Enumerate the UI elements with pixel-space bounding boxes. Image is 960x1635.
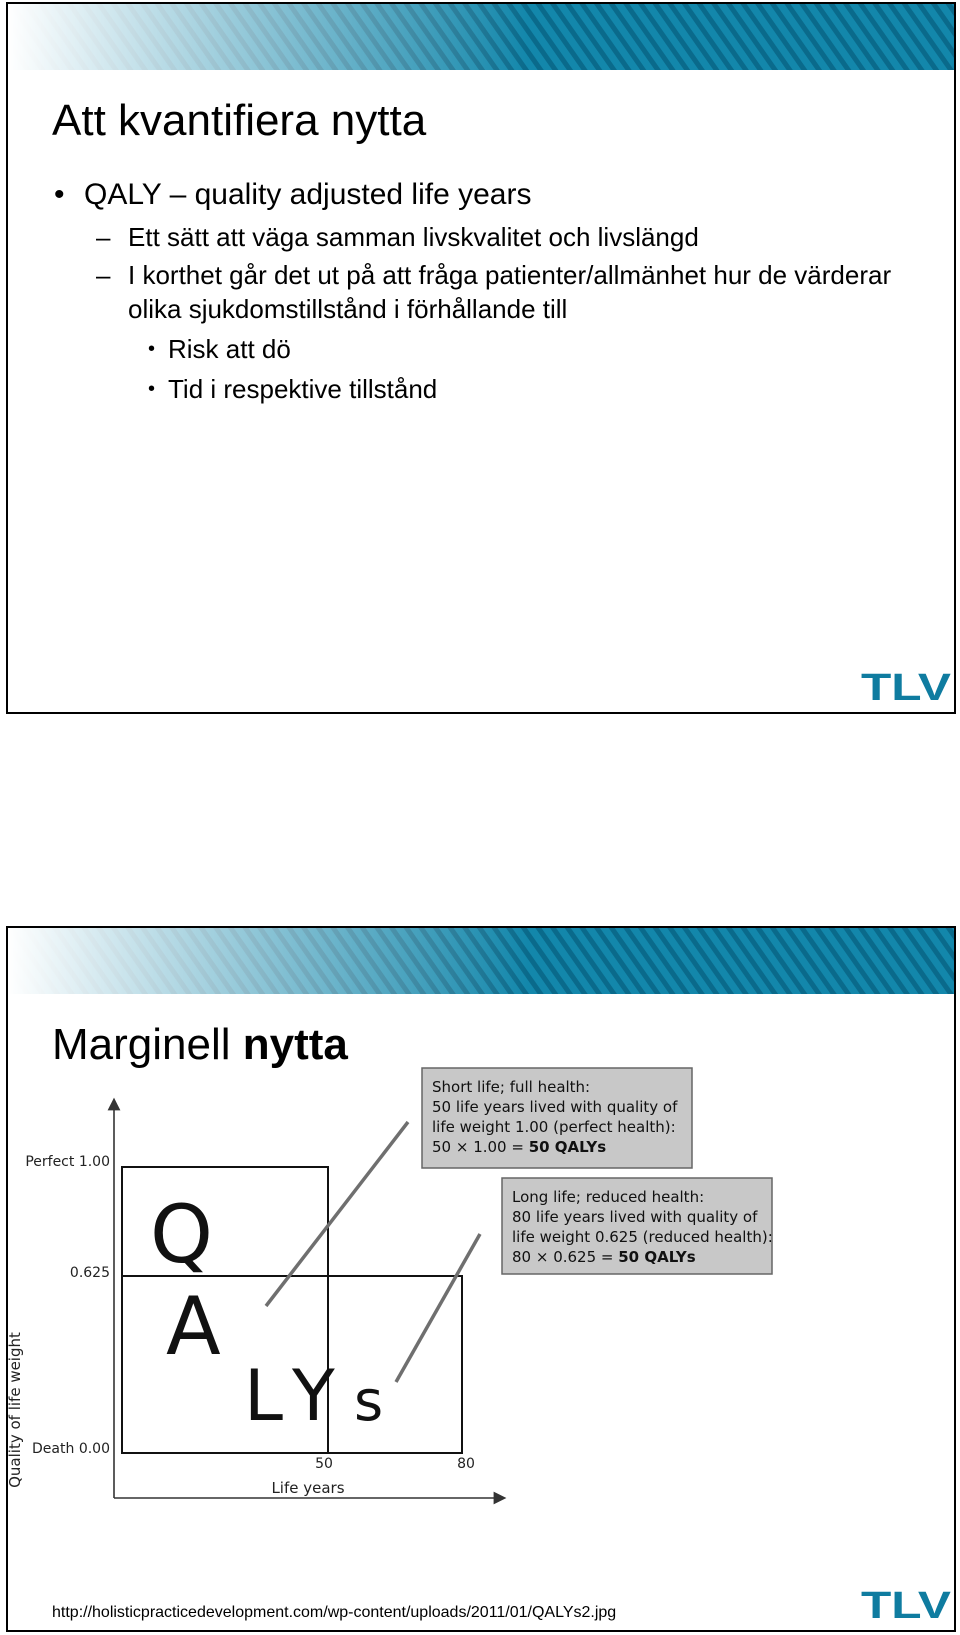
sub-bullet-2: – I korthet går det ut på att fråga patienter/allmänhet hur de värderar olika sjukdomstillstånd i förhållande till	[52, 258, 932, 326]
x-axis-title: Life years	[271, 1479, 345, 1497]
leader-line-short	[266, 1122, 408, 1306]
tlv-logo	[860, 1584, 952, 1627]
slide-1	[6, 2, 956, 714]
bullet-list	[52, 174, 932, 406]
letter-l: L	[244, 1355, 283, 1437]
callout2-formula: 80 × 0.625 = 50 QALYs	[512, 1248, 696, 1266]
header-band	[8, 4, 954, 70]
x-tick-80: 80	[457, 1456, 475, 1472]
title-bold: nytta	[242, 1020, 348, 1069]
y-tick-0625: 0.625	[69, 1265, 110, 1281]
sub-sub-bullet-time: • Tid i respektive tillstånd	[52, 372, 932, 406]
bullet-qaly: • QALY – quality adjusted life years	[52, 174, 932, 216]
tlv-logo	[860, 666, 952, 709]
slide-2	[6, 926, 956, 1632]
letter-q: Q	[150, 1188, 213, 1281]
y-tick-perfect: Perfect 1.00	[25, 1154, 110, 1170]
y-tick-death: Death 0.00	[32, 1441, 110, 1457]
callout2-line1: Long life; reduced health:	[512, 1188, 705, 1206]
qaly-figure	[8, 1068, 954, 1548]
callout1-line1: Short life; full health:	[432, 1078, 591, 1096]
sub-sub-bullet-risk: • Risk att dö	[52, 332, 932, 366]
svg-text:TLV: TLV	[861, 1585, 952, 1627]
callout1-formula: 50 × 1.00 = 50 QALYs	[432, 1138, 607, 1156]
callout2-line3: life weight 0.625 (reduced health):	[512, 1228, 773, 1246]
page-title	[52, 1020, 348, 1070]
svg-text:TLV: TLV	[861, 667, 952, 709]
callout1-line2: 50 life years lived with quality of	[432, 1098, 678, 1116]
title-regular: Marginell	[52, 1020, 243, 1069]
letter-y: Y	[292, 1355, 335, 1437]
sub-bullet-1: – Ett sätt att väga samman livskvalitet och livslängd	[52, 220, 932, 254]
callout1-line3: life weight 1.00 (perfect health):	[432, 1118, 676, 1136]
page-title: Att kvantifiera nytta	[52, 96, 427, 145]
letter-a: A	[166, 1280, 221, 1373]
leader-line-long	[396, 1234, 480, 1382]
x-tick-50: 50	[315, 1456, 333, 1472]
header-band	[8, 928, 954, 994]
source-link[interactable]: http://holisticpracticedevelopment.com/wp-content/uploads/2011/01/QALYs2.jpg	[52, 1604, 617, 1621]
callout2-line2: 80 life years lived with quality of	[512, 1208, 758, 1226]
y-axis-title: Quality of life weight	[6, 1332, 24, 1488]
letter-s: s	[354, 1369, 384, 1434]
